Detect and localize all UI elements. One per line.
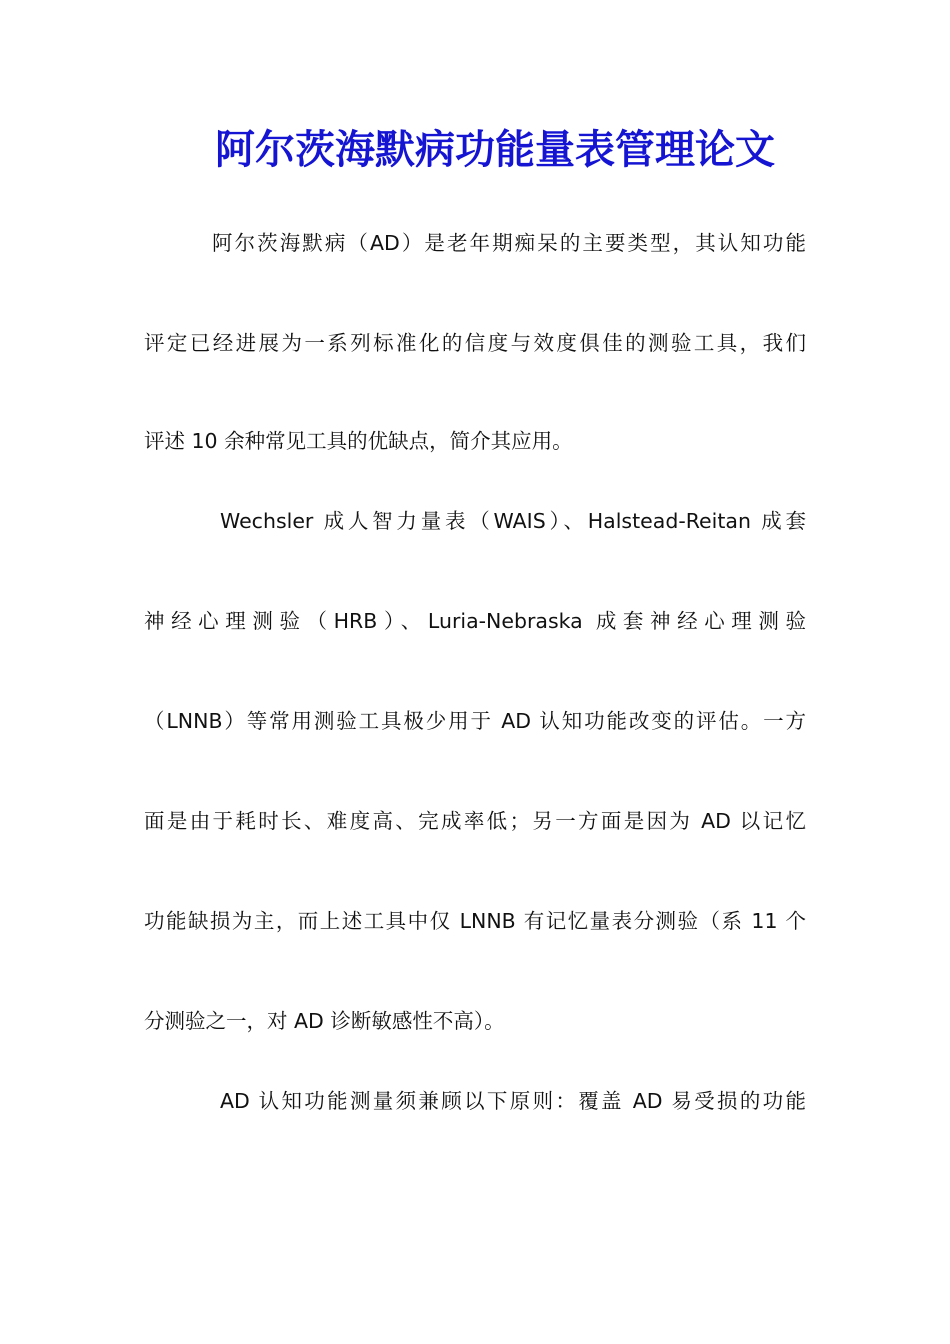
paragraph-line: 功能缺损为主，而上述工具中仅 LNNB 有记忆量表分测验（系 11 个 — [144, 909, 806, 933]
paragraph-line: 评述 10 余种常见工具的优缺点，简介其应用。 — [144, 429, 573, 453]
paragraph-line: 阿尔茨海默病（AD）是老年期痴呆的主要类型，其认知功能 — [212, 231, 806, 255]
paragraph-line: 神经心理测验（HRB）、Luria-Nebraska 成套神经心理测验 — [144, 609, 806, 633]
paragraph-line: 面是由于耗时长、难度高、完成率低；另一方面是因为 AD 以记忆 — [144, 809, 806, 833]
paragraph-line: Wechsler 成人智力量表（WAIS）、Halstead-Reitan 成套 — [220, 509, 806, 533]
document-title: 阿尔茨海默病功能量表管理论文 — [215, 126, 775, 173]
paragraph-line: 分测验之一，对 AD 诊断敏感性不高）。 — [144, 1009, 505, 1033]
paragraph-line: 评定已经进展为一系列标准化的信度与效度俱佳的测验工具，我们 — [144, 331, 806, 355]
paragraph-line: （LNNB）等常用测验工具极少用于 AD 认知功能改变的评估。一方 — [144, 709, 806, 733]
paragraph-line: AD 认知功能测量须兼顾以下原则：覆盖 AD 易受损的功能 — [220, 1089, 806, 1113]
